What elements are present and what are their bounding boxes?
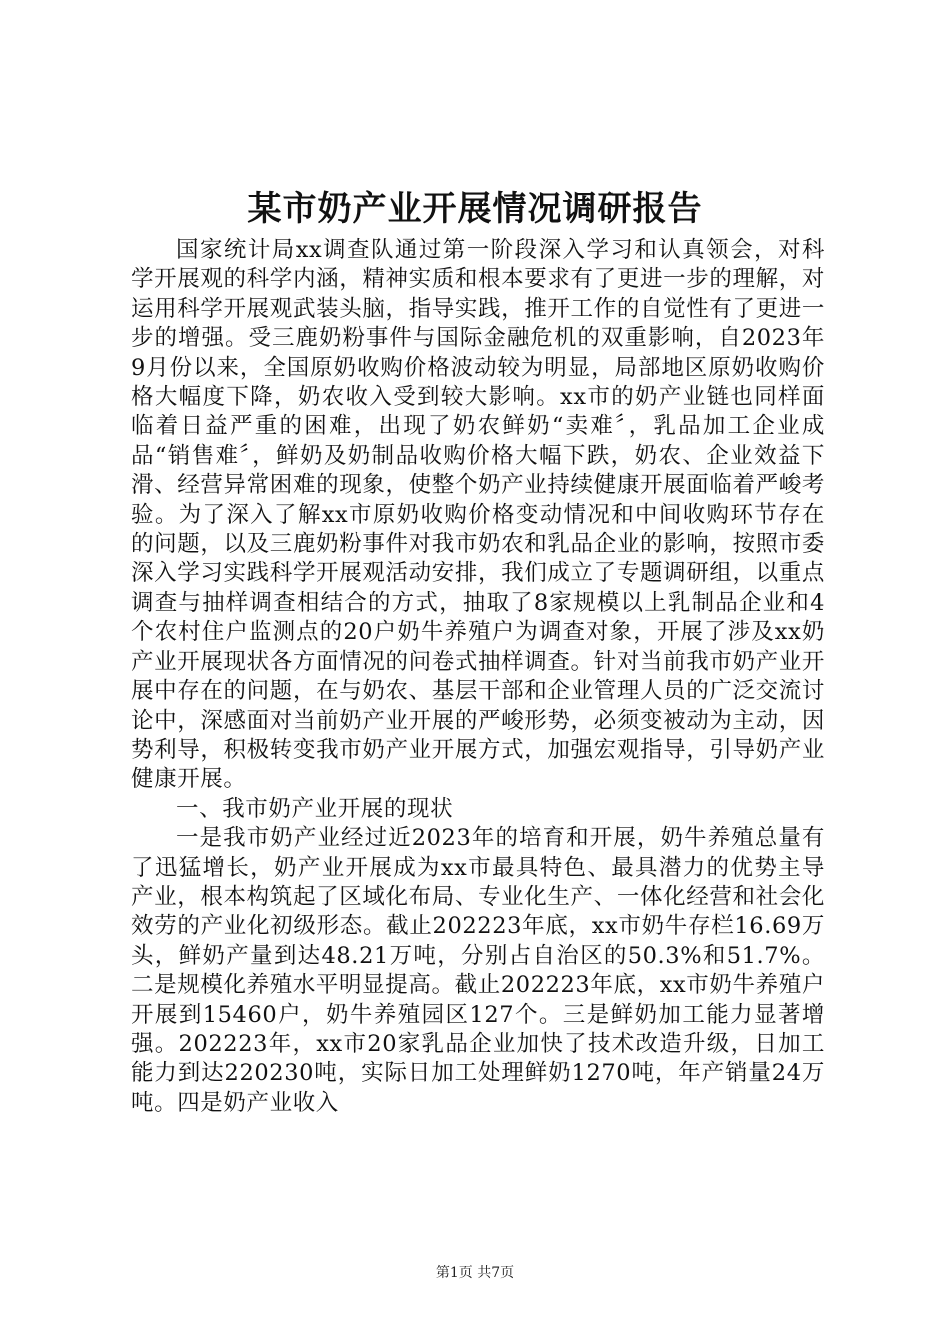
document-title: 某市奶产业开展情况调研报告 [247, 189, 703, 229]
page-footer: 第1页 共7页 [435, 1265, 515, 1281]
intro-paragraph: 国家统计局xx调查队通过第一阶段深入学习和认真领会，对科学开展观的科学内涵，精神实质和根本要求有了更进一步的理解，对运用科学开展观武装头脑，指导实践，推开工作的自觉性有了更进一步的增强。受三鹿奶粉事件与国际金融危机的双重影响，自2023年9月份以来，全国原奶收购价格波动较为明显，局部地区原奶收购价格大幅度下降，奶农收入受到较大影响。xx市的奶产业链也同样面临着日益严重的困难，出现了奶农鲜奶“卖难〞，乳品加工企业成品“销售难〞，鲜奶及奶制品收购价格大幅下跌，奶农、企业效益下滑、经营异常困难的现象，使整个奶产业持续健康开展面临着严峻考验。为了深入了解xx市原奶收购价格变动情况和中间收购环节存在的问题，以及三鹿奶粉事件对我市奶农和乳品企业的影响，按照市委深入学习实践科学开展观活动安排，我们成立了专题调研组，以重点调查与抽样调查相结合的方式，抽取了8家规模以上乳制品企业和4个农村住户监测点的20户奶牛养殖户为调查对象，开展了涉及xx奶产业开展现状各方面情况的问卷式抽样调查。针对当前我市奶产业开展中存在的问题，在与奶农、基层干部和企业管理人员的广泛交流讨论中，深感面对当前奶产业开展的严峻形势，必须变被动为主动，因势利导，积极转变我市奶产业开展方式，加强宏观指导，引导奶产业健康开展。 [131, 237, 825, 793]
section-heading: 一、我市奶产业开展的现状 [176, 795, 454, 822]
document-body [131, 236, 825, 1118]
section-paragraph: 一是我市奶产业经过近2023年的培育和开展，奶牛养殖总量有了迅猛增长，奶产业开展成为xx市最具特色、最具潜力的优势主导产业，根本构筑起了区域化布局、专业化生产、一体化经营和社会化效劳的产业化初级形态。截止202223年底，xx市奶牛存栏16.69万头，鲜奶产量到达48.21万吨，分别占自治区的50.3%和51.7%。二是规模化养殖水平明显提高。截止202223年底，xx市奶牛养殖户开展到15460户，奶牛养殖园区127个。三是鲜奶加工能力显著增强。202223年，xx市20家乳品企业加快了技术改造升级，日加工能力到达220230吨，实际日加工处理鲜奶1270吨，年产销量24万吨。四是奶产业收入 [131, 825, 825, 1116]
